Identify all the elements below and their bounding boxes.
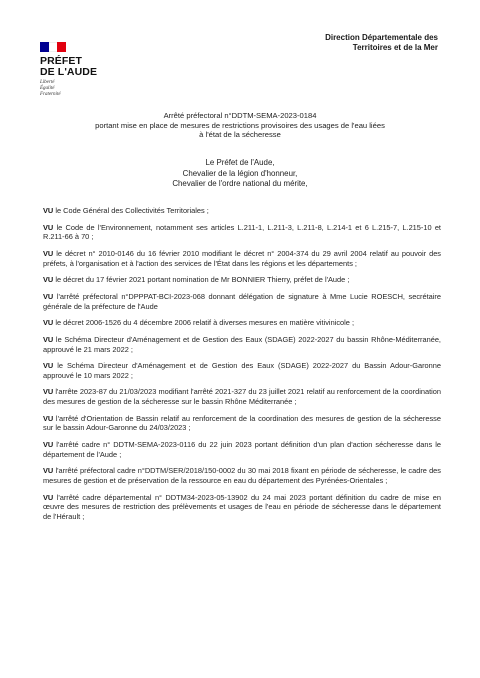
visa-paragraph bbox=[43, 292, 441, 311]
visa-paragraph bbox=[43, 493, 441, 522]
visa-prefix: VU bbox=[43, 387, 54, 397]
visa-paragraph bbox=[43, 335, 441, 354]
visa-text: l'arrêté cadre n° DDTM-SEMA-2023-0116 du 22 juin 2023 portant définition d'un plan d'action sécheresse dans le département de l'Aude ; bbox=[43, 440, 441, 459]
decree-title bbox=[40, 111, 440, 140]
visa-paragraph bbox=[43, 361, 441, 380]
issuing-direction bbox=[268, 33, 438, 53]
visa-paragraph bbox=[43, 206, 441, 216]
prefect-titles bbox=[40, 158, 440, 190]
visa-text: le Schéma Directeur d'Aménagement et de Gestion des Eaux (SDAGE) 2022-2027 du bassin Rhône-Méditerranée, approuvé le 21 mars 2022 ; bbox=[43, 334, 441, 354]
visa-paragraph bbox=[43, 249, 441, 268]
visa-text: l'arrêté préfectoral n°DPPPAT-BCI-2023-068 donnant délégation de signature à Mme Lucie ROESCH, secrétaire générale de la préfecture de l'Aude bbox=[43, 291, 441, 311]
visa-text: le décret 2006-1526 du 4 décembre 2006 relatif à diverses mesures en matière vitivinicole ; bbox=[53, 318, 354, 328]
decree-subject-line1: portant mise en place de mesures de restrictions provisoires des usages de l'eau liées bbox=[95, 120, 385, 130]
visa-text: l'arrêté cadre départemental n° DDTM34-2023-05-13902 du 24 mai 2023 portant définition du cadre de mise en œuvre des mesures de restriction des prélèvements et usages de l'eau en période de sécheresse dans le département de l'Hérault ; bbox=[43, 492, 441, 521]
republic-motto bbox=[40, 80, 100, 98]
visa-prefix: VU bbox=[43, 248, 54, 258]
french-flag-icon bbox=[40, 42, 66, 52]
visa-paragraph bbox=[43, 275, 441, 285]
visa-prefix: VU bbox=[43, 413, 54, 423]
visa-paragraph bbox=[43, 318, 441, 328]
visa-text: le décret du 17 février 2021 portant nomination de Mr BONNIER Thierry, préfet de l'Aude ; bbox=[53, 275, 350, 285]
visas-list bbox=[43, 206, 441, 528]
prefecture-logo bbox=[40, 42, 100, 98]
visa-paragraph bbox=[43, 440, 441, 459]
visa-prefix: VU bbox=[43, 466, 54, 476]
visa-prefix: VU bbox=[43, 206, 54, 215]
visa-prefix: VU bbox=[43, 275, 54, 285]
decree-number: Arrêté préfectoral n°DDTM-SEMA-2023-0184 bbox=[163, 111, 317, 120]
visa-paragraph bbox=[43, 223, 441, 242]
visa-text: le Code de l'Environnement, notamment ses articles L.211-1, L.211-3, L.211-8, L.214-1 et 6 L.215-7, L.215-10 et R.211-66 à 70 ; bbox=[43, 222, 441, 242]
visa-prefix: VU bbox=[43, 492, 54, 502]
visa-text: le Code Général des Collectivités Territoriales ; bbox=[53, 206, 209, 215]
motto-liberte: Liberté bbox=[40, 80, 55, 85]
prefect-line2: Chevalier de la légion d'honneur, bbox=[182, 168, 298, 178]
prefect-line1: Le Préfet de l'Aude, bbox=[205, 158, 275, 167]
prefecture-name-line1: PRÉFET bbox=[40, 55, 83, 67]
prefecture-name-line2: DE L'AUDE bbox=[40, 66, 98, 78]
visa-paragraph bbox=[43, 414, 441, 433]
visa-prefix: VU bbox=[43, 334, 54, 344]
visa-prefix: VU bbox=[43, 222, 54, 232]
visa-text: le décret n° 2010-0146 du 16 février 2010 modifiant le décret n° 2004-374 du 29 avril 2004 relatif au pouvoir des préfets, à l'organisation et à l'action des services de l'État dans les régions et les départements ; bbox=[43, 248, 441, 268]
visa-text: l'arrêté d'Orientation de Bassin relatif au renforcement de la coordination des mesures de gestion de la sécheresse sur le bassin Adour-Garonne du 24/03/2023 ; bbox=[43, 413, 441, 433]
visa-paragraph bbox=[43, 387, 441, 406]
visa-text: l'arrêté préfectoral cadre n°DDTM/SER/2018/150-0002 du 30 mai 2018 fixant en période de sécheresse, le cadre des mesures de gestion et de préservation de la ressource en eau du département des Pyrénées-Orientales ; bbox=[43, 466, 441, 485]
direction-line2: Territoires et de la Mer bbox=[352, 43, 438, 52]
visa-paragraph bbox=[43, 466, 441, 485]
direction-line1: Direction Départementale des bbox=[325, 33, 438, 42]
motto-fraternite: Fraternité bbox=[40, 92, 61, 97]
visa-prefix: VU bbox=[43, 291, 54, 301]
visa-text: l'arrête 2023-87 du 21/03/2023 modifiant l'arrêté 2021-327 du 23 juillet 2021 relatif au renforcement de la coordination des mesures de gestion de la sécheresse sur le bassin Rhône Méditerranée ; bbox=[43, 387, 441, 407]
prefect-line3: Chevalier de l'ordre national du mérite, bbox=[172, 179, 308, 189]
motto-egalite: Égalité bbox=[40, 86, 55, 91]
visa-prefix: VU bbox=[43, 318, 54, 328]
visa-prefix: VU bbox=[43, 361, 54, 371]
decree-subject-line2: à l'état de la sécheresse bbox=[199, 130, 281, 140]
visa-text: le Schéma Directeur d'Aménagement et de Gestion des Eaux (SDAGE) 2022-2027 du Bassin Adour-Garonne approuvé le 10 mars 2022 ; bbox=[43, 361, 441, 380]
visa-prefix: VU bbox=[43, 440, 54, 450]
